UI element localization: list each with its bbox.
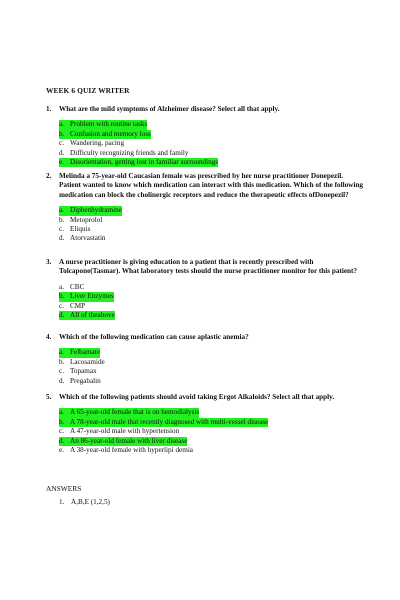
option-b	[59, 292, 366, 301]
question-prompt: Melinda a 75-year-old Caucasian female was prescribed by her nurse practitioner Donepezil. Patient wanted to know which medication can interact with this medication. Which of the following medication can block the cholinergic receptors and reduce the therapeutic effects ofDonepezil?	[59, 172, 363, 199]
option-letter: e.	[59, 445, 64, 454]
option-d	[59, 234, 366, 243]
option-text: All of theabove	[70, 310, 115, 319]
page-title: WEEK 6 QUIZ WRITER	[46, 86, 130, 95]
question-number: 3.	[46, 258, 52, 266]
options-list	[46, 408, 366, 455]
question-3	[46, 258, 366, 320]
option-text: Atorvastatin	[70, 234, 106, 243]
option-a	[59, 206, 366, 215]
option-b	[59, 130, 366, 139]
option-d	[59, 437, 366, 446]
option-c	[59, 427, 366, 436]
answer-number: 1.	[59, 498, 65, 506]
option-letter: b.	[59, 418, 70, 427]
option-letter: a.	[59, 348, 70, 357]
option-text: Problem with routine tasks	[70, 120, 148, 129]
question-number: 1.	[46, 105, 52, 113]
option-text: Disorientation, getting lost in familiar surroundings	[70, 157, 219, 166]
question-text	[46, 105, 366, 114]
option-d	[59, 149, 366, 158]
option-text: A 78-year-old male that recently diagnosed with multi-vessel disease	[70, 417, 269, 426]
option-text: A 47-year-old male with hypertension	[70, 427, 180, 436]
question-prompt: Which of the following patients should avoid taking Ergot Alkaloids? Select all that apply.	[59, 393, 335, 401]
option-text: Diphenhydramine	[70, 206, 122, 215]
option-letter: b.	[59, 215, 65, 224]
options-list	[46, 120, 366, 167]
option-text: An 86-year-old female with liver disease	[70, 436, 188, 445]
answer-item	[59, 498, 110, 506]
option-a	[59, 283, 366, 292]
question-prompt: What are the mild symptoms of Alzheimer disease? Select all that apply.	[59, 105, 280, 113]
question-text	[46, 393, 366, 402]
option-letter: a.	[59, 408, 70, 417]
option-text: CMP	[70, 301, 86, 310]
option-d	[59, 311, 366, 320]
question-number: 5.	[46, 393, 52, 401]
option-letter: a.	[59, 120, 70, 129]
option-d	[59, 377, 366, 386]
option-a	[59, 408, 366, 417]
question-text	[46, 172, 366, 200]
option-letter: c.	[59, 139, 64, 148]
option-text: Difficulty recognizing friends and family	[70, 148, 189, 157]
option-text: CBC	[70, 282, 85, 291]
option-letter: c.	[59, 301, 64, 310]
option-text: Metoprolol	[70, 215, 103, 224]
option-b	[59, 358, 366, 367]
question-5	[46, 393, 366, 455]
option-text: A 65-year-old female that is on hemodialysis	[70, 408, 200, 417]
option-text: Eliquis	[70, 225, 91, 233]
option-letter: c.	[59, 225, 64, 233]
option-letter: b.	[59, 130, 70, 139]
question-2	[46, 172, 366, 244]
question-prompt: A nurse practitioner is giving education to a patient that is recently prescribed with Tolcapone(Tasmar). What laboratory tests should the nurse practitioner monitor for this patient?	[59, 258, 358, 276]
option-e	[59, 446, 366, 455]
options-list	[46, 348, 366, 386]
option-letter: c.	[59, 367, 64, 376]
question-number: 2.	[46, 172, 52, 180]
option-letter: d.	[59, 437, 70, 446]
option-text: Felbamate	[70, 348, 100, 357]
answers-heading: ANSWERS	[46, 484, 82, 493]
question-1	[46, 105, 366, 167]
option-a	[59, 120, 366, 129]
option-c	[59, 302, 366, 311]
option-letter: b.	[59, 292, 70, 301]
option-text: Pregabalin	[70, 376, 101, 385]
option-letter: d.	[59, 148, 65, 157]
option-letter: c.	[59, 427, 64, 436]
option-b	[59, 216, 366, 225]
option-c	[59, 367, 366, 376]
option-text: Topamax	[70, 367, 97, 376]
options-list	[46, 283, 366, 321]
question-number: 4.	[46, 333, 52, 341]
option-a	[59, 348, 366, 357]
option-letter: a.	[59, 206, 70, 215]
question-text	[46, 258, 366, 277]
option-letter: e.	[59, 158, 70, 167]
question-4	[46, 333, 366, 386]
option-text: Lacosamide	[70, 357, 105, 366]
option-letter: d.	[59, 234, 65, 243]
option-text: Liver Enzymes	[70, 292, 114, 301]
option-letter: d.	[59, 311, 70, 320]
answer-text: A,B,E (1,2,5)	[71, 498, 110, 506]
option-text: Wandering, pacing	[70, 139, 125, 148]
option-text: A 38-year-old female with hyperlipi demia	[70, 445, 194, 454]
option-letter: d.	[59, 376, 65, 385]
option-text: Confusion and memory loss	[70, 129, 151, 138]
option-c	[59, 225, 366, 234]
question-text	[46, 333, 366, 342]
option-letter: b.	[59, 357, 65, 366]
option-e	[59, 158, 366, 167]
option-letter: a.	[59, 282, 64, 291]
question-prompt: Which of the following medication can cause aplastic anemia?	[59, 333, 249, 341]
options-list	[46, 206, 366, 244]
option-b	[59, 418, 366, 427]
option-c	[59, 139, 366, 148]
